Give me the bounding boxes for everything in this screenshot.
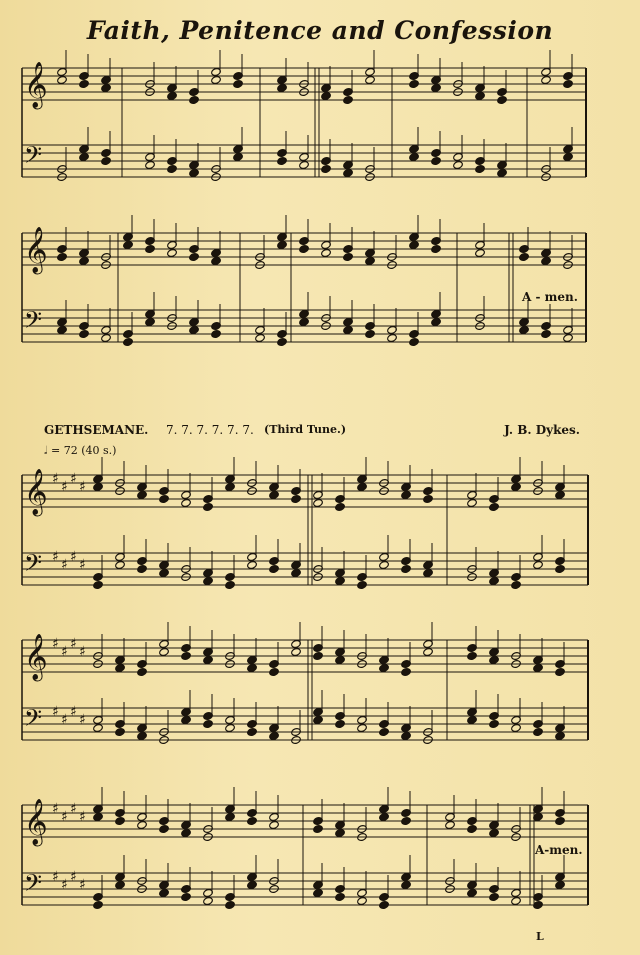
note-head [511,580,522,589]
note-head [247,880,258,889]
note-head [181,715,192,724]
note-head [57,75,68,84]
note-head [563,152,574,161]
note-head [467,498,478,507]
note-head [203,502,214,511]
note-head [475,91,486,100]
note-head [335,719,346,728]
note-head [115,880,126,889]
sharp-icon: ♯ [61,809,68,825]
note-head [203,719,214,728]
section-note: (Third Tune.) [264,423,347,436]
note-head [299,244,310,253]
note-head [519,325,530,334]
note-head [555,731,566,740]
sharp-icon: ♯ [52,471,59,487]
note-head [137,667,148,676]
sharp-icon: ♯ [79,877,86,893]
note-head [357,482,368,491]
note-head [225,482,236,491]
bass-clef-icon: 𝄢 [24,141,43,174]
note-head [533,560,544,569]
note-head [137,564,148,573]
note-head [167,248,178,257]
note-head [211,329,222,338]
note-head [115,560,126,569]
note-head [159,494,170,503]
note-head [343,95,354,104]
sharp-icon: ♯ [70,471,77,487]
note-head [313,715,324,724]
bass-clef-icon: 𝄢 [24,869,43,902]
note-head [79,329,90,338]
sharp-icon: ♯ [70,549,77,565]
note-head [519,252,530,261]
note-head [475,248,486,257]
note-head [145,244,156,253]
note-head [313,824,324,833]
note-head [299,317,310,326]
note-head [269,820,280,829]
note-head [343,252,354,261]
note-head [93,580,104,589]
note-head [159,824,170,833]
note-head [203,576,214,585]
sharp-icon: ♯ [52,801,59,817]
note-head [291,568,302,577]
note-head [299,160,310,169]
note-head [115,816,126,825]
note-head [431,317,442,326]
sharp-icon: ♯ [79,557,86,573]
note-head [343,325,354,334]
note-head [467,715,478,724]
note-head [123,240,134,249]
note-head [57,325,68,334]
note-head [497,95,508,104]
note-head [489,892,500,901]
note-head [467,888,478,897]
page-footer-mark: L [536,930,544,943]
note-head [423,647,434,656]
note-head [277,337,288,346]
sharp-icon: ♯ [79,479,86,495]
sharp-icon: ♯ [52,549,59,565]
note-head [225,580,236,589]
note-head [555,816,566,825]
note-head [555,490,566,499]
note-head [365,329,376,338]
tune-name: GETHSEMANE. [44,423,149,437]
note-head [321,91,332,100]
note-head [321,164,332,173]
sharp-icon: ♯ [52,636,59,652]
note-head [445,820,456,829]
note-head [269,564,280,573]
note-head [467,651,478,660]
meter: 7. 7. 7. 7. 7. 7. [166,423,254,437]
note-head [101,156,112,165]
sharp-icon: ♯ [52,869,59,885]
note-head [79,152,90,161]
note-head [431,83,442,92]
note-head [93,900,104,909]
note-head [137,731,148,740]
note-head [189,95,200,104]
treble-clef-icon: 𝄞 [24,62,48,108]
note-head [541,329,552,338]
note-head [533,727,544,736]
sharp-icon: ♯ [79,809,86,825]
note-head [189,252,200,261]
note-head [555,667,566,676]
note-head [401,490,412,499]
note-head [379,560,390,569]
note-head [233,79,244,88]
note-head [357,580,368,589]
bass-clef-icon: 𝄢 [24,549,43,582]
bass-clef-icon: 𝄢 [24,704,43,737]
page-title: Faith, Penitence and Confession [86,16,554,45]
sharp-icon: ♯ [70,801,77,817]
note-head [365,75,376,84]
note-head [409,79,420,88]
note-head [511,482,522,491]
note-head [101,83,112,92]
note-head [365,256,376,265]
sharp-icon: ♯ [70,704,77,720]
note-head [489,828,500,837]
note-head [313,888,324,897]
note-head [453,160,464,169]
note-head [511,723,522,732]
note-head [101,333,112,342]
note-head [555,564,566,573]
note-head [401,880,412,889]
note-head [115,663,126,672]
note-head [475,164,486,173]
note-head [563,333,574,342]
note-head [137,490,148,499]
note-head [159,568,170,577]
note-head [555,880,566,889]
sharp-icon: ♯ [79,712,86,728]
note-head [79,79,90,88]
note-head [467,824,478,833]
tempo-mark: 𝅗𝅥 = 72 (40 s.) [44,444,117,457]
note-head [247,816,258,825]
sharp-icon: ♯ [70,636,77,652]
note-head [247,663,258,672]
note-head [203,655,214,664]
note-head [269,667,280,676]
sharp-icon: ♯ [52,704,59,720]
note-head [423,494,434,503]
treble-clef-icon: 𝄞 [24,469,48,515]
note-head [497,168,508,177]
note-head [541,75,552,84]
note-head [203,896,214,905]
note-head [379,727,390,736]
note-head [225,812,236,821]
note-head [431,156,442,165]
note-head [313,651,324,660]
note-head [335,892,346,901]
sharp-icon: ♯ [70,869,77,885]
note-head [167,164,178,173]
amen-bottom: A-men. [535,843,583,857]
note-head [321,248,332,257]
note-head [563,79,574,88]
note-head [93,723,104,732]
note-head [291,647,302,656]
note-head [247,727,258,736]
note-head [335,576,346,585]
sharp-icon: ♯ [61,712,68,728]
note-head [489,576,500,585]
note-head [123,337,134,346]
sharp-icon: ♯ [61,479,68,495]
note-head [115,727,126,736]
note-head [387,333,398,342]
note-head [313,498,324,507]
note-head [409,337,420,346]
sharp-icon: ♯ [61,644,68,660]
note-head [335,502,346,511]
note-head [401,667,412,676]
treble-clef-icon: 𝄞 [24,799,48,845]
note-head [269,731,280,740]
note-head [57,252,68,261]
note-head [159,647,170,656]
note-head [277,83,288,92]
note-head [401,731,412,740]
note-head [181,828,192,837]
amen-top: A - men. [522,290,578,304]
note-head [489,655,500,664]
note-head [211,75,222,84]
note-head [343,168,354,177]
note-head [93,482,104,491]
treble-clef-icon: 𝄞 [24,227,48,273]
note-head [211,256,222,265]
note-head [189,168,200,177]
sharp-icon: ♯ [61,877,68,893]
note-head [269,490,280,499]
note-head [181,498,192,507]
note-head [401,816,412,825]
note-head [255,333,266,342]
note-head [291,494,302,503]
note-head [423,568,434,577]
note-head [277,240,288,249]
note-head [533,663,544,672]
note-head [357,896,368,905]
note-head [277,156,288,165]
bass-clef-icon: 𝄢 [24,306,43,339]
note-head [181,892,192,901]
note-head [335,655,346,664]
note-head [379,663,390,672]
note-head [401,564,412,573]
note-head [167,91,178,100]
note-head [225,723,236,732]
note-head [79,256,90,265]
note-head [511,896,522,905]
treble-clef-icon: 𝄞 [24,634,48,680]
note-head [335,828,346,837]
note-head [233,152,244,161]
note-head [489,719,500,728]
note-head [357,723,368,732]
note-head [137,820,148,829]
note-head [181,651,192,660]
composer: J. B. Dykes. [504,423,580,437]
note-head [379,812,390,821]
note-head [189,325,200,334]
sharp-icon: ♯ [61,557,68,573]
note-head [93,812,104,821]
note-head [247,560,258,569]
note-head [409,240,420,249]
note-head [541,256,552,265]
note-head [379,900,390,909]
note-head [145,160,156,169]
note-head [409,152,420,161]
sharp-icon: ♯ [79,644,86,660]
note-head [159,888,170,897]
note-head [431,244,442,253]
note-head [145,317,156,326]
note-head [225,900,236,909]
note-head [489,502,500,511]
